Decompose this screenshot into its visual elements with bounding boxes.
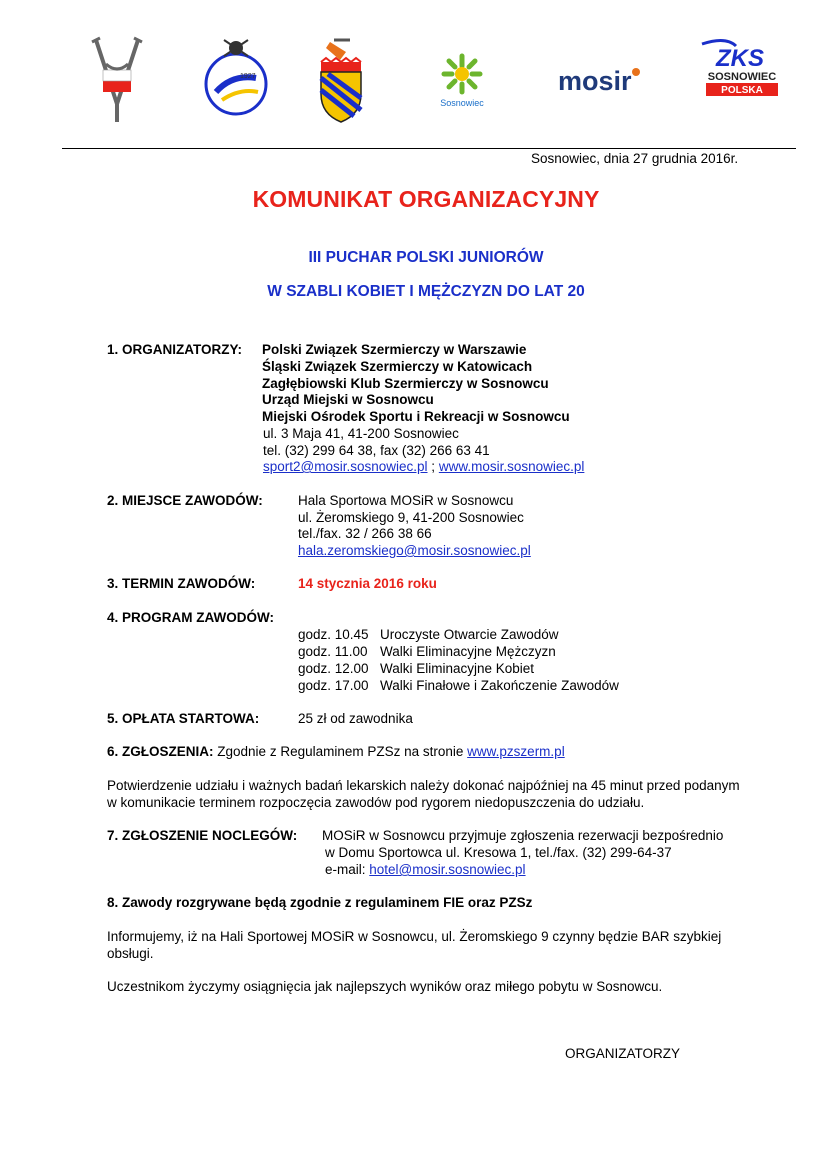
venue-email-link[interactable]: hala.zeromskiego@mosir.sosnowiec.pl	[298, 543, 531, 558]
venue-phone: tel./fax. 32 / 266 38 66	[298, 526, 432, 541]
entry-fee: 25 zł od zawodnika	[298, 711, 413, 726]
program-event-3: Walki Eliminacyjne Kobiet	[380, 661, 535, 676]
document-title: KOMUNIKAT ORGANIZACYJNY	[252, 186, 600, 212]
section-7-label: 7. ZGŁOSZENIE NOCLEGÓW:	[107, 828, 298, 843]
organizer-1: Polski Związek Szermierczy w Warszawie	[262, 342, 527, 357]
venue-name: Hala Sportowa MOSiR w Sosnowcu	[298, 493, 514, 508]
slaski-year-text: 1927	[240, 73, 256, 80]
registration-text: Zgodnie z Regulaminem PZSz na stronie	[217, 744, 464, 759]
zks-city-text: SOSNOWIEC	[707, 71, 777, 83]
section-6-line	[107, 743, 565, 760]
organizer-contact-line	[263, 458, 584, 475]
section-1-label: 1. ORGANIZATORZY:	[107, 342, 242, 357]
contact-separator: ;	[431, 459, 436, 474]
bar-info: Informujemy, iż na Hali Sportowej MOSiR w Sosnowcu, ul. Żeromskiego 9 czynny będzie BAR szybkiej obsługi.	[107, 929, 722, 961]
section-3-label: 3. TERMIN ZAWODÓW:	[107, 576, 256, 591]
organizer-3: Zagłębiowski Klub Szermierczy w Sosnowcu	[262, 376, 549, 391]
program-event-1: Uroczyste Otwarcie Zawodów	[380, 627, 559, 642]
program-time-2: godz. 11.00	[298, 644, 368, 659]
organizer-2: Śląski Związek Szermierczy w Katowicach	[262, 359, 533, 374]
program-time-3: godz. 12.00	[298, 661, 369, 676]
accommodation-line-1: MOSiR w Sosnowcu przyjmuje zgłoszenia rezerwacji bezpośrednio	[322, 828, 724, 843]
zks-country-text: POLSKA	[721, 85, 763, 96]
registration-note: Potwierdzenie udziału i ważnych badań lekarskich należy dokonać najpóźniej na 45 minut przed podanym w komunikacie terminem rozpoczęcia zawodów pod rygorem niedopuszczenia do udziału.	[107, 778, 740, 810]
accommodation-email-line	[325, 861, 526, 878]
section-8-text: 8. Zawody rozgrywane będą zgodnie z regulaminem FIE oraz PZSz	[107, 895, 533, 910]
organizer-email-link[interactable]: sport2@mosir.sosnowiec.pl	[263, 459, 428, 474]
accommodation-email-label: e-mail:	[325, 862, 366, 877]
program-event-4: Walki Finałowe i Zakończenie Zawodów	[380, 678, 619, 693]
program-time-4: godz. 17.00	[298, 678, 369, 693]
accommodation-line-2: w Domu Sportowca ul. Kresowa 1, tel./fax. (32) 299-64-37	[325, 845, 672, 860]
zks-text: ZKS	[716, 45, 764, 72]
fencing-swords-logo	[88, 34, 146, 126]
competition-date: 14 stycznia 2016 roku	[298, 576, 437, 591]
signature: ORGANIZATORZY	[565, 1046, 681, 1061]
document-subtitle-1: III PUCHAR POLSKI JUNIORÓW	[308, 249, 544, 266]
document-subtitle-2: W SZABLI KOBIET I MĘŻCZYZN DO LAT 20	[267, 283, 585, 300]
section-6-label: 6. ZGŁOSZENIA:	[107, 744, 214, 759]
wishes-text: Uczestnikom życzymy osiągnięcia jak najlepszych wyników oraz miłego pobytu w Sosnowcu.	[107, 979, 663, 994]
zks-sosnowiec-logo	[696, 34, 788, 126]
program-time-1: godz. 10.45	[298, 627, 369, 642]
header-divider	[62, 148, 796, 149]
organizer-address: ul. 3 Maja 41, 41-200 Sosnowiec	[263, 426, 459, 441]
program-event-2: Walki Eliminacyjne Mężczyzn	[380, 644, 556, 659]
section-2-label: 2. MIEJSCE ZAWODÓW:	[107, 493, 263, 508]
registration-link[interactable]: www.pzszerm.pl	[467, 744, 565, 759]
document-date: Sosnowiec, dnia 27 grudnia 2016r.	[531, 151, 739, 166]
mosir-text: mosir	[558, 66, 632, 96]
slaski-zwiazek-szermierczy-logo	[202, 34, 270, 126]
mosir-logo	[558, 34, 662, 126]
organizer-web-link[interactable]: www.mosir.sosnowiec.pl	[438, 459, 585, 474]
organizer-5: Miejski Ośrodek Sportu i Rekreacji w Sosnowcu	[262, 409, 570, 424]
section-4-label: 4. PROGRAM ZAWODÓW:	[107, 610, 274, 625]
sosnowiec-city-logo	[428, 34, 496, 126]
organizer-phone: tel. (32) 299 64 38, fax (32) 266 63 41	[263, 443, 490, 458]
section-5-label: 5. OPŁATA STARTOWA:	[107, 711, 260, 726]
venue-address: ul. Żeromskiego 9, 41-200 Sosnowiec	[298, 510, 524, 525]
sosnowiec-city-text: Sosnowiec	[440, 98, 484, 108]
accommodation-email-link[interactable]: hotel@mosir.sosnowiec.pl	[369, 862, 526, 877]
organizer-4: Urząd Miejski w Sosnowcu	[262, 392, 434, 407]
sosnowiec-coat-of-arms-logo	[316, 34, 366, 126]
